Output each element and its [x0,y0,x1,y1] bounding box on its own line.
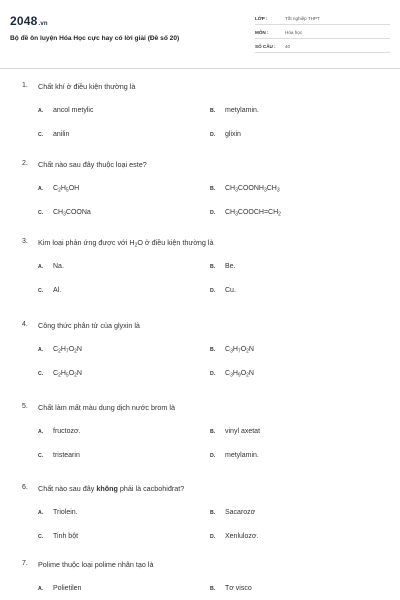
option-letter: D. [210,210,216,216]
question-text: Chất nào sau đây không phải là cacbohiđrat? [38,484,185,493]
answer-option-d[interactable] [210,533,258,540]
option-letter: A. [38,108,44,114]
option-text: glixin [225,131,241,138]
header-divider [0,68,400,69]
answer-option-a[interactable] [38,263,64,270]
question-number: 6. [22,484,28,491]
option-letter: C. [38,288,44,294]
option-text: Tinh bột [53,533,79,540]
option-letter: A. [38,510,44,516]
question-text: Chất nào sau đây thuộc loại este? [38,160,147,169]
option-text: Na. [53,263,64,270]
option-letter: A. [38,429,44,435]
answer-option-d[interactable] [210,131,241,138]
answer-option-b[interactable] [210,585,252,592]
option-letter: D. [210,534,216,540]
question-number: 2. [22,160,28,167]
question-number: 1. [22,82,28,89]
answer-option-a[interactable] [38,346,82,355]
option-letter: C. [38,371,44,377]
option-text: Sacarozơ [225,509,256,516]
option-text: $C_2H_7O_2N$ [53,346,82,355]
option-text: $C_2H_5O_2N$ [53,370,82,379]
option-text: $CH_3COONa$ [53,209,91,218]
answer-option-c[interactable] [38,452,80,459]
option-letter: B. [210,264,216,270]
answer-option-c[interactable] [38,287,61,294]
answer-option-b[interactable] [210,428,260,435]
question-text: Polime thuộc loại polime nhân tạo là [38,560,154,569]
question-number: 7. [22,560,28,567]
answer-option-c[interactable] [38,370,82,379]
answer-option-a[interactable] [38,509,78,516]
option-letter: C. [38,453,44,459]
option-letter: B. [210,186,216,192]
answer-option-b[interactable] [210,107,259,114]
option-letter: C. [38,534,44,540]
answer-option-c[interactable] [38,533,78,540]
option-letter: D. [210,453,216,459]
option-letter: C. [38,132,44,138]
meta-value: Hóa học [285,30,303,35]
option-letter: B. [210,586,216,592]
option-letter: D. [210,288,216,294]
option-letter: C. [38,210,44,216]
option-letter: D. [210,371,216,377]
option-text: vinyl axetat [225,428,261,435]
question-text: Công thức phân tử của glyxin là [38,321,140,330]
question-text: Kim loại phản ứng được với $H_2O$ ở điều kiện thường là [38,238,214,249]
question-number: 3. [22,238,28,245]
option-text: Be. [225,263,236,270]
option-text: Triolein. [53,509,78,516]
option-letter: B. [210,108,216,114]
option-text: Tơ visco [225,585,252,592]
option-text: $CH_3COOCH=CH_2$ [225,209,281,218]
option-text: Xenlulozơ. [225,533,259,540]
option-text: Polietilen [53,585,82,592]
meta-label: LỚP : [255,16,268,21]
option-letter: B. [210,510,216,516]
option-text: $C_2H_5OH$ [53,185,80,194]
answer-option-c[interactable] [38,209,91,218]
option-text: Al. [53,287,62,294]
meta-value: 40 [285,44,291,49]
meta-row-count [255,42,390,53]
answer-option-d[interactable] [210,209,281,218]
option-text: $CH_3COONH_3CH_3$ [225,185,280,194]
option-letter: B. [210,347,216,353]
question-text: Chất làm mất màu dung dịch nước brom là [38,403,175,412]
answer-option-d[interactable] [210,370,254,379]
answer-option-a[interactable] [38,585,81,592]
option-letter: A. [38,586,44,592]
option-text: tristearin [53,452,80,459]
question-number: 5. [22,403,28,410]
question-number: 4. [22,321,28,328]
answer-option-d[interactable] [210,452,259,459]
answer-option-a[interactable] [38,185,79,194]
logo-suffix: .vn [38,21,48,27]
question-text: Chất khí ở điều kiện thường là [38,82,136,91]
answer-option-b[interactable] [210,346,254,355]
exam-title: Bộ đề ôn luyện Hóa Học cực hay có lời giải (Đề số 20) [10,35,180,42]
option-text: metylamin. [225,452,259,459]
meta-label: SỐ CÂU : [255,44,276,49]
meta-row-subject [255,28,390,39]
exam-header [0,0,400,74]
option-text: anilin [53,131,70,138]
answer-option-c[interactable] [38,131,69,138]
option-letter: D. [210,132,216,138]
option-text: metylamin. [225,107,259,114]
option-letter: B. [210,429,216,435]
meta-value: Tốt nghiệp THPT [285,16,320,21]
answer-option-a[interactable] [38,107,93,114]
answer-option-b[interactable] [210,185,280,194]
option-text: fructozơ. [53,428,81,435]
logo-main: 2048 [10,14,38,28]
option-letter: A. [38,186,44,192]
answer-option-b[interactable] [210,509,255,516]
option-text: $C_3H_9O_2N$ [225,370,254,379]
meta-label: MÔN : [255,30,269,35]
meta-row-class [255,14,390,25]
answer-option-b[interactable] [210,263,236,270]
answer-option-d[interactable] [210,287,236,294]
option-letter: A. [38,264,44,270]
answer-option-a[interactable] [38,428,81,435]
option-letter: A. [38,347,44,353]
option-text: $C_3H_7O_2N$ [225,346,254,355]
exam-meta [255,14,390,56]
site-logo[interactable] [10,14,48,28]
option-text: ancol metylic [53,107,94,114]
option-text: Cu. [225,287,236,294]
